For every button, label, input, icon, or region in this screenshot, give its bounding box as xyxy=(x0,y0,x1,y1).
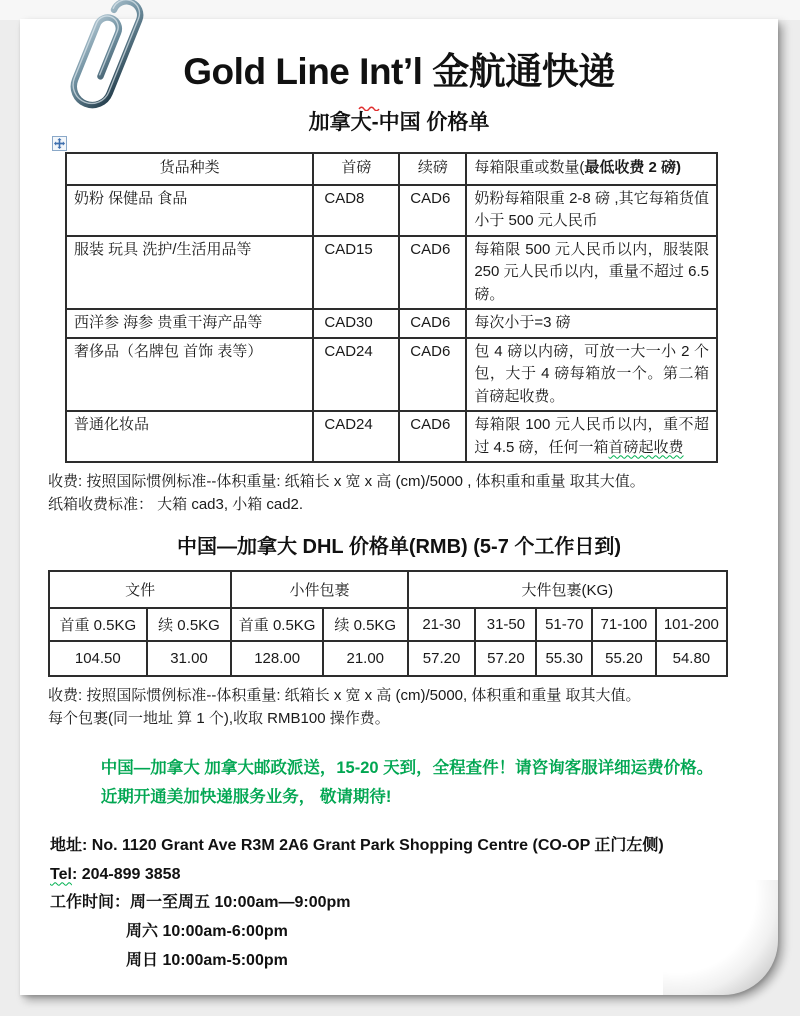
subheader: 首重 0.5KG xyxy=(49,608,147,641)
price-value: 128.00 xyxy=(231,641,323,676)
hours-line-sunday: 周日 10:00am-5:00pm xyxy=(126,951,288,969)
note-line: 每个包裹(同一地址 算 1 个),收取 RMB100 操作费。 xyxy=(48,709,390,727)
canada-china-price-table xyxy=(65,152,718,464)
limit-text: 每箱限 100 元人民币以内，重不超过 4.5 磅，任何一箱 xyxy=(474,416,709,456)
tel-label: Tel xyxy=(50,865,72,883)
table-move-handle-icon xyxy=(52,136,67,151)
document-subtitle: 加拿大-中国 价格单 xyxy=(308,110,490,134)
subheader: 21-30 xyxy=(408,608,476,641)
phone-line xyxy=(50,861,778,890)
promo-line: 近期开通美加快递服务业务， 敬请期待! xyxy=(100,787,392,806)
table-row xyxy=(66,185,717,236)
cell-first-price: CAD24 xyxy=(313,338,399,412)
price-value: 54.80 xyxy=(656,641,727,676)
price-value: 55.20 xyxy=(592,641,656,676)
cell-next-price: CAD6 xyxy=(399,411,466,462)
cell-first-price: CAD15 xyxy=(313,236,399,310)
price-value: 57.20 xyxy=(475,641,536,676)
table-subheader-row xyxy=(49,608,727,641)
note-line: 收费: 按照国际惯例标准--体积重量: 纸箱长 x 宽 x 高 (cm)/5000 , 体积重和重量 取其大值。 xyxy=(48,473,645,491)
table1-container xyxy=(65,152,718,464)
subheader: 首重 0.5KG xyxy=(231,608,323,641)
cell-category: 服装 玩具 洗护/生活用品等 xyxy=(66,236,313,310)
hours-line-saturday: 周六 10:00am-6:00pm xyxy=(126,923,288,941)
table2-notes xyxy=(48,684,742,731)
col-header-next-lb: 续磅 xyxy=(399,153,466,185)
promo-line: 中国—加拿大 加拿大邮政派送，15-20 天到，全程查件！请咨询客服详细运费价格。 xyxy=(100,759,714,778)
price-value: 57.20 xyxy=(408,641,476,676)
cell-category: 奢侈品（名牌包 首饰 表等） xyxy=(66,338,313,412)
hours-weekday: 周一至周五 10:00am—9:00pm xyxy=(130,894,351,912)
hours-label: 工作时间： xyxy=(50,894,131,912)
hours-line-weekday xyxy=(50,889,778,918)
contact-block xyxy=(50,832,778,976)
cell-category: 奶粉 保健品 食品 xyxy=(66,185,313,236)
note-line: 收费: 按照国际惯例标准--体积重量: 纸箱长 x 宽 x 高 (cm)/5000, 体积重和重量 取其大值。 xyxy=(48,686,641,704)
cell-next-price: CAD6 xyxy=(399,338,466,412)
page-title: Gold Line Int’l 金航通快递 xyxy=(183,51,615,92)
subheader: 51-70 xyxy=(536,608,592,641)
cell-category: 西洋参 海参 贵重干海产品等 xyxy=(66,309,313,338)
cell-limit: 每箱限 500 元人民币以内，服装限 250 元人民币以内，重量不超过 6.5 磅。 xyxy=(466,236,717,310)
price-value: 104.50 xyxy=(49,641,147,676)
subheader: 71-100 xyxy=(592,608,656,641)
cell-next-price: CAD6 xyxy=(399,236,466,310)
price-value: 21.00 xyxy=(323,641,408,676)
col-header-category: 货品种类 xyxy=(66,153,313,185)
subheader: 31-50 xyxy=(475,608,536,641)
table-row xyxy=(66,309,717,338)
cell-limit: 包 4 磅以内磅，可放一大一小 2 个包，大于 4 磅每箱放一个。第二箱首磅起收费。 xyxy=(466,338,717,412)
table-header-row xyxy=(66,153,717,185)
group-header-small-parcel: 小件包裹 xyxy=(231,571,407,608)
limit-header-text: 每箱限重或数量( xyxy=(474,159,585,177)
cell-first-price: CAD30 xyxy=(313,309,399,338)
subheader: 续 0.5KG xyxy=(323,608,408,641)
address-line: 地址: No. 1120 Grant Ave R3M 2A6 Grant Park Shopping Centre (CO-OP 正门左侧) xyxy=(50,836,664,854)
promo-text-block xyxy=(48,754,740,812)
table-group-header-row xyxy=(49,571,727,608)
subheader: 续 0.5KG xyxy=(147,608,232,641)
spellcheck-squiggle-icon xyxy=(358,105,380,111)
cell-limit xyxy=(466,411,717,462)
table1-notes xyxy=(48,470,742,517)
document-page xyxy=(20,19,778,995)
note-line: 纸箱收费标准： 大箱 cad3, 小箱 cad2. xyxy=(48,496,304,514)
china-canada-dhl-price-table xyxy=(48,570,728,677)
cell-limit: 每次小于=3 磅 xyxy=(466,309,717,338)
price-value: 55.30 xyxy=(536,641,592,676)
limit-header-bold: 最低收费 2 磅) xyxy=(584,159,682,177)
group-header-large-parcel: 大件包裹(KG) xyxy=(408,571,727,608)
limit-text-spellchecked: 首磅起收费 xyxy=(608,438,684,456)
table-values-row xyxy=(49,641,727,676)
dhl-price-heading: 中国—加拿大 DHL 价格单(RMB) (5-7 个工作日到) xyxy=(176,535,622,558)
tel-number: : 204-899 3858 xyxy=(71,865,181,883)
table-row xyxy=(66,236,717,310)
table-row xyxy=(66,338,717,412)
group-header-documents: 文件 xyxy=(49,571,231,608)
cell-limit: 奶粉每箱限重 2-8 磅 ,其它每箱货值小于 500 元人民币 xyxy=(466,185,717,236)
col-header-limit xyxy=(466,153,717,185)
cell-first-price: CAD8 xyxy=(313,185,399,236)
table-row xyxy=(66,411,717,462)
cell-category: 普通化妆品 xyxy=(66,411,313,462)
cell-first-price: CAD24 xyxy=(313,411,399,462)
cell-next-price: CAD6 xyxy=(399,185,466,236)
cell-next-price: CAD6 xyxy=(399,309,466,338)
col-header-first-lb: 首磅 xyxy=(313,153,399,185)
price-value: 31.00 xyxy=(147,641,232,676)
subheader: 101-200 xyxy=(656,608,727,641)
